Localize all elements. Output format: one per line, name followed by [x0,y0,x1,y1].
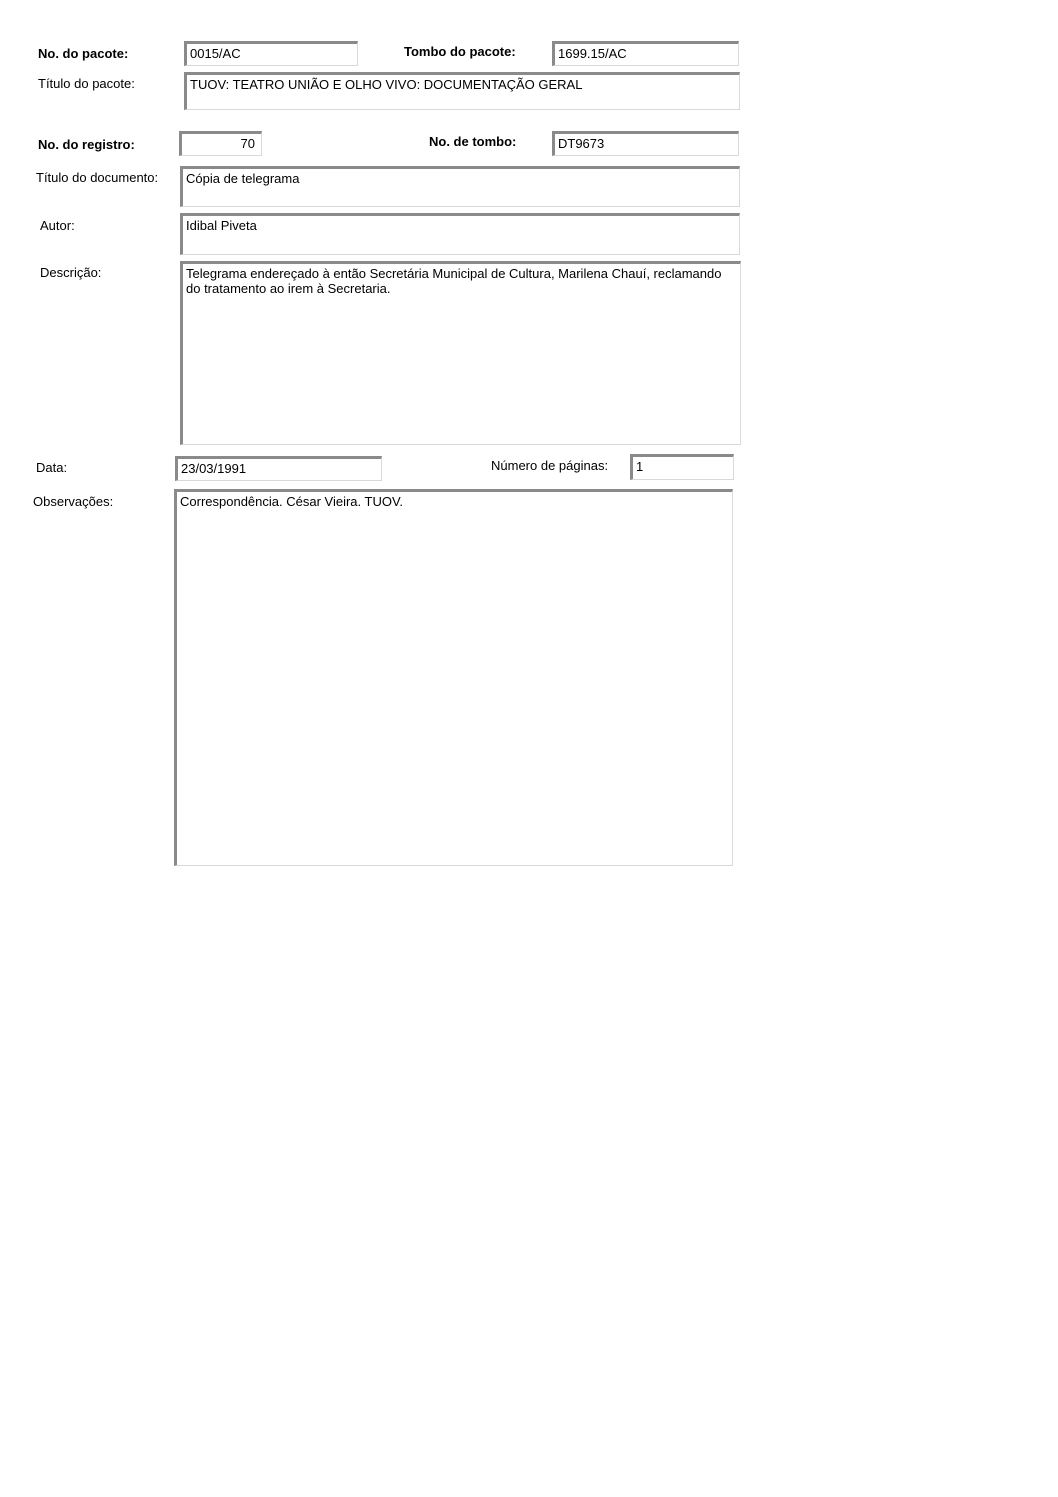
observations-field[interactable]: Correspondência. César Vieira. TUOV. [174,489,733,866]
date-label: Data: [36,460,68,475]
description-field[interactable]: Telegrama endereçado à então Secretária Municipal de Cultura, Marilena Chauí, reclamando do tratamento ao irem à Secretaria. [180,261,741,445]
document-title-field[interactable]: Cópia de telegrama [180,166,740,207]
package-title-label: Título do pacote: [38,76,135,91]
tombo-number-label: No. de tombo: [429,134,517,149]
record-number-field[interactable]: 70 [179,131,262,156]
author-label: Autor: [40,218,75,233]
record-number-label: No. do registro: [38,137,135,152]
date-field[interactable]: 23/03/1991 [175,456,382,481]
package-title-field[interactable]: TUOV: TEATRO UNIÃO E OLHO VIVO: DOCUMENTAÇÃO GERAL [184,72,740,110]
package-tombo-field[interactable]: 1699.15/AC [552,41,739,66]
page-count-field[interactable]: 1 [630,454,734,480]
package-tombo-label: Tombo do pacote: [404,44,516,59]
package-number-field[interactable]: 0015/AC [184,41,358,66]
tombo-number-field[interactable]: DT9673 [552,131,739,156]
description-label: Descrição: [40,265,102,280]
observations-label: Observações: [33,494,114,509]
package-number-label: No. do pacote: [38,46,129,61]
document-title-label: Título do documento: [36,170,159,185]
page-count-label: Número de páginas: [491,458,609,473]
author-field[interactable]: Idibal Piveta [180,213,740,255]
